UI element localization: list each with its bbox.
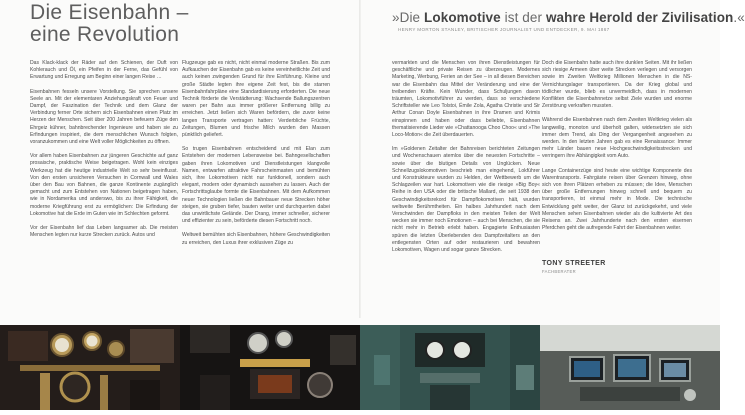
paragraph: Im »Goldenen Zeitalter der Bahnreisen berichteten Zeitungen und Wochenschauen atemlos über die neuesten Fortschritte – sowie über die blutigen Details von Unglücken. Neue Schnellzugslokomotiven beschrieb man eingehend, Lokführer und Konstrukteure wurden zu Helden, der Wettbewerb um die Schlagzeilen war hart. Lokomotiven wie die riesige »Big Boy« Reihe in den USA oder die britische Mallard, die seit 1938 den Geschwindigkeitsrekord für Dampflokomotiven hält, wurden weltweite Berühmtheiten. Ein halbes Jahrhundert nach dem Verschwinden der Dampfloks in den meisten Teilen der Welt wecken sie immer noch Emotionen – auch bei Menschen, die sie nicht mehr in Betrieb erlebt haben. Engagierte Enthusiasten spüren die letzten Überlebenden des Dampfzeitalters an den entlegensten Orten auf oder restaurieren und bewahren Lokomotiven, Wagen und sogar ganze Strecken. — [392, 146, 540, 254]
paragraph: Lange Containerzüge sind heute eine wichtige Komponente des Warentransports. Fahrgäste reisen über Grenzen hinweg, ohne sich von ihren Plätzen erheben zu müssen; die Idee, Menschen über große Entfernungen hinweg schnell und bequem zu transportieren, ist einmal mehr in Mode. Die technische Entwicklung geht weiter, der Glanz ist zurückgekehrt, und viele Menschen sehen Eisenbahnen wieder als die kultivierte Art des Reisens an. Zwei Jahrhunderte nach den ersten eisernen Pferdchen geht die aufregende Fahrt der Eisenbahnen weiter. — [542, 167, 692, 232]
quote-close: .« — [733, 10, 745, 25]
title-line-1: Die Eisenbahn – — [30, 1, 189, 24]
paragraph: Während die Eisenbahnen nach dem Zweiten Weltkrieg vielen als langweilig, monoton und überholt galten, widersetzten sie sich immer dem Trend, als Ding der Vergangenheit angesehen zu werden. In den letzten Jahren gab es eine Renaissance: Immer mehr Länder bauen neue Hochgeschwindigkeitsstrecken und verringern ihre Abhängigkeit vom Auto. — [542, 117, 692, 160]
text-column-2 — [182, 60, 330, 254]
paragraph: Vor der Eisenbahn lief das Leben langsamer ab. Die meisten Menschen legten nur kurze Strecken zurück. Autos und — [30, 225, 178, 239]
quote-bold-lokomotive: Lokomotive — [424, 10, 501, 25]
author-role: FACHBERATER — [542, 269, 576, 274]
paragraph: Eisenbahnen fesseln unsere Vorstellung. Sie sprechen unsere Seele an. Mit der elementaren Anziehungskraft von Feuer und Dampf, der Faszination der Technik und dem Glanz der Verbindung ferner Orte sichern sich Eisenbahnen einen Platz im Herzen der Menschen. Seit über 200 Jahren befeuern Züge den Ehrgeiz kühner, bahnbrechender Ingenieure und haben sie zu Erfindungen inspiriert, die dem menschlichen Wunsch folgten, voranzukommen und eine Welt voller Möglichkeiten zu öffnen. — [30, 88, 178, 146]
author-credit — [542, 260, 606, 274]
paragraph: Flugzeuge gab es nicht, nicht einmal moderne Straßen. Bis zum Aufkauchen der Eisenbahn gab es keine vereinheitlichte Zeit und auch keinen zwingenden Grund für ihre Einführung. Kleine und große Städte legten ihre eigene Zeit fest, bis die starren Eisenbahnfahrpläne eine Standardisierung erforderten. Die neue Technik förderte die Verstädterung: Wachsende Ballungszentren waren per Bahn aus immer größerer Entfernung billig zu erreichen. Jetzt ließen sich Waren befördern, die zuvor keine langen Transporte vertragen hatten: Verderbliche Früchte, Zeitungen, Blumen und frische Milch wurden den Massen pünktlich geliefert. — [182, 60, 330, 139]
title-line-2: eine Revolution — [30, 23, 180, 46]
paragraph: Weltweit bemühten sich Eisenbahnen, höhere Geschwindigkeiten zu erreichen, den Luxus ihrer exklusiven Züge zu — [182, 232, 330, 246]
page-title — [30, 2, 330, 46]
text-column-3 — [392, 60, 540, 261]
modern-cab-illustration — [540, 325, 720, 410]
paragraph: Vor allem haben Eisenbahnen zur jüngeren Geschichte auf ganz prosaische, praktische Weise beigetragen. Wohl kein einziges Werkzeug hat die heutige industrielle Welt so sehr beeinflusst. Von den ersten unsicheren Versuchen in Cornwall und Wales über den Bau von Bahnen, die ganze Kontinente zugänglich gemacht und zum Entstehen von Nationen beigetragen haben, wie in Nordamerika und anderswo, bis zu ihrer Fähigkeit, die moderne Kriegführung erst zu ermöglichen: Die Erfindung der Lokomotive hat die Erde im Guten wie im Schlechten geformt. — [30, 153, 178, 217]
quote-attribution: HENRY MORTON STANLEY, BRITISCHER JOURNALIST UND ENTDECKER, 9. MAI 1867 — [398, 27, 610, 32]
page-gutter — [359, 0, 361, 318]
paragraph: vermarkten und die Menschen von ihren Dienstleistungen für geschäftliche und private Reisen zu überzeugen. Modernes Marketing, Werbung, Ferien an der See – in all diesen Bereichen war die Eisenbahn das Mittel der Veränderung und eine der treibenden Kräfte. Kein Wunder, dass Schuljungen davon träumten, Lokomotivführer zu werden, dass so verschiedene Schriftsteller wie Leo Tolstoi, Émile Zola, Agatha Christie und Sir Arthur Conan Doyle Eisenbahnen in ihre Dramen und Krimis einspinnen und haben oder dass beliebte, Eisenbahnen thematisierende Lieder wie »Chattanooga Choo Choo« und »The Loco-Motion« die Zeit überdauerten. — [392, 60, 540, 139]
quote-mid: ist der — [500, 10, 546, 25]
photo-steam-cab-gauges — [0, 325, 180, 410]
photo-electric-cab — [360, 325, 540, 410]
paragraph: Das Klack-klack der Räder auf den Schienen, der Duft von Kohlerauch und Öl, ein Pfeifen in der Ferne, das Gefühl von Erwartung und Erregung am Beginn einer langen Reise … — [30, 60, 178, 81]
text-column-1 — [30, 60, 178, 246]
photo-steam-firebox — [180, 325, 360, 410]
paragraph: Doch die Eisenbahn hatte auch ihre dunklen Seiten. Mit ihr ließen sich riesige Armeen über weite Strecken verlegen und versorgen sowie im Zweiten Weltkrieg Millionen Menschen in die NS-Vernichtungslager transportieren. Da der Krieg global und tödlicher wurde, blieb es unvermeidlich, dass in modernen Konflikten die Eisenbahnnetze selbst Ziele wurden und enorme Zerstörung verkraften mussten. — [542, 60, 692, 110]
firebox-illustration — [180, 325, 360, 410]
quote-bold-herold: wahre Herold der Zivilisation — [545, 10, 734, 25]
author-name: TONY STREETER — [542, 260, 606, 267]
pull-quote — [392, 10, 745, 25]
photo-modern-cab — [540, 325, 720, 410]
steam-cab-illustration — [0, 325, 180, 410]
text-column-4 — [542, 60, 692, 239]
quote-open: »Die — [392, 10, 425, 25]
paragraph: So trugen Eisenbahnen entscheidend und mit Elan zum Entstehen der modernen Lebensweise bei. Bahngesellschaften gaben ihren Lokomotiven und Dienstleistungen klangvolle Namen, entwarfen attraktive Fahrscheinmasten und bemühten sich, ihre Lokomotiven nicht nur funktionell, sondern auch elegant, modern oder dynamisch aussehen zu lassen. Auch der Fortschrittsglaube formte die Eisenbahnen. Mit dem Aufkommen neuer Technologien ließen die Bahnbauer neue Strecken höher steigen, sie gruben tiefer, bauten weiter und durchquerten dabei das unwirtlichste Gelände. Der Drang, immer schneller, sicherer und effizienter zu sein, beförderte diesen Fortschritt noch. — [182, 146, 330, 225]
electric-cab-illustration — [360, 325, 540, 410]
